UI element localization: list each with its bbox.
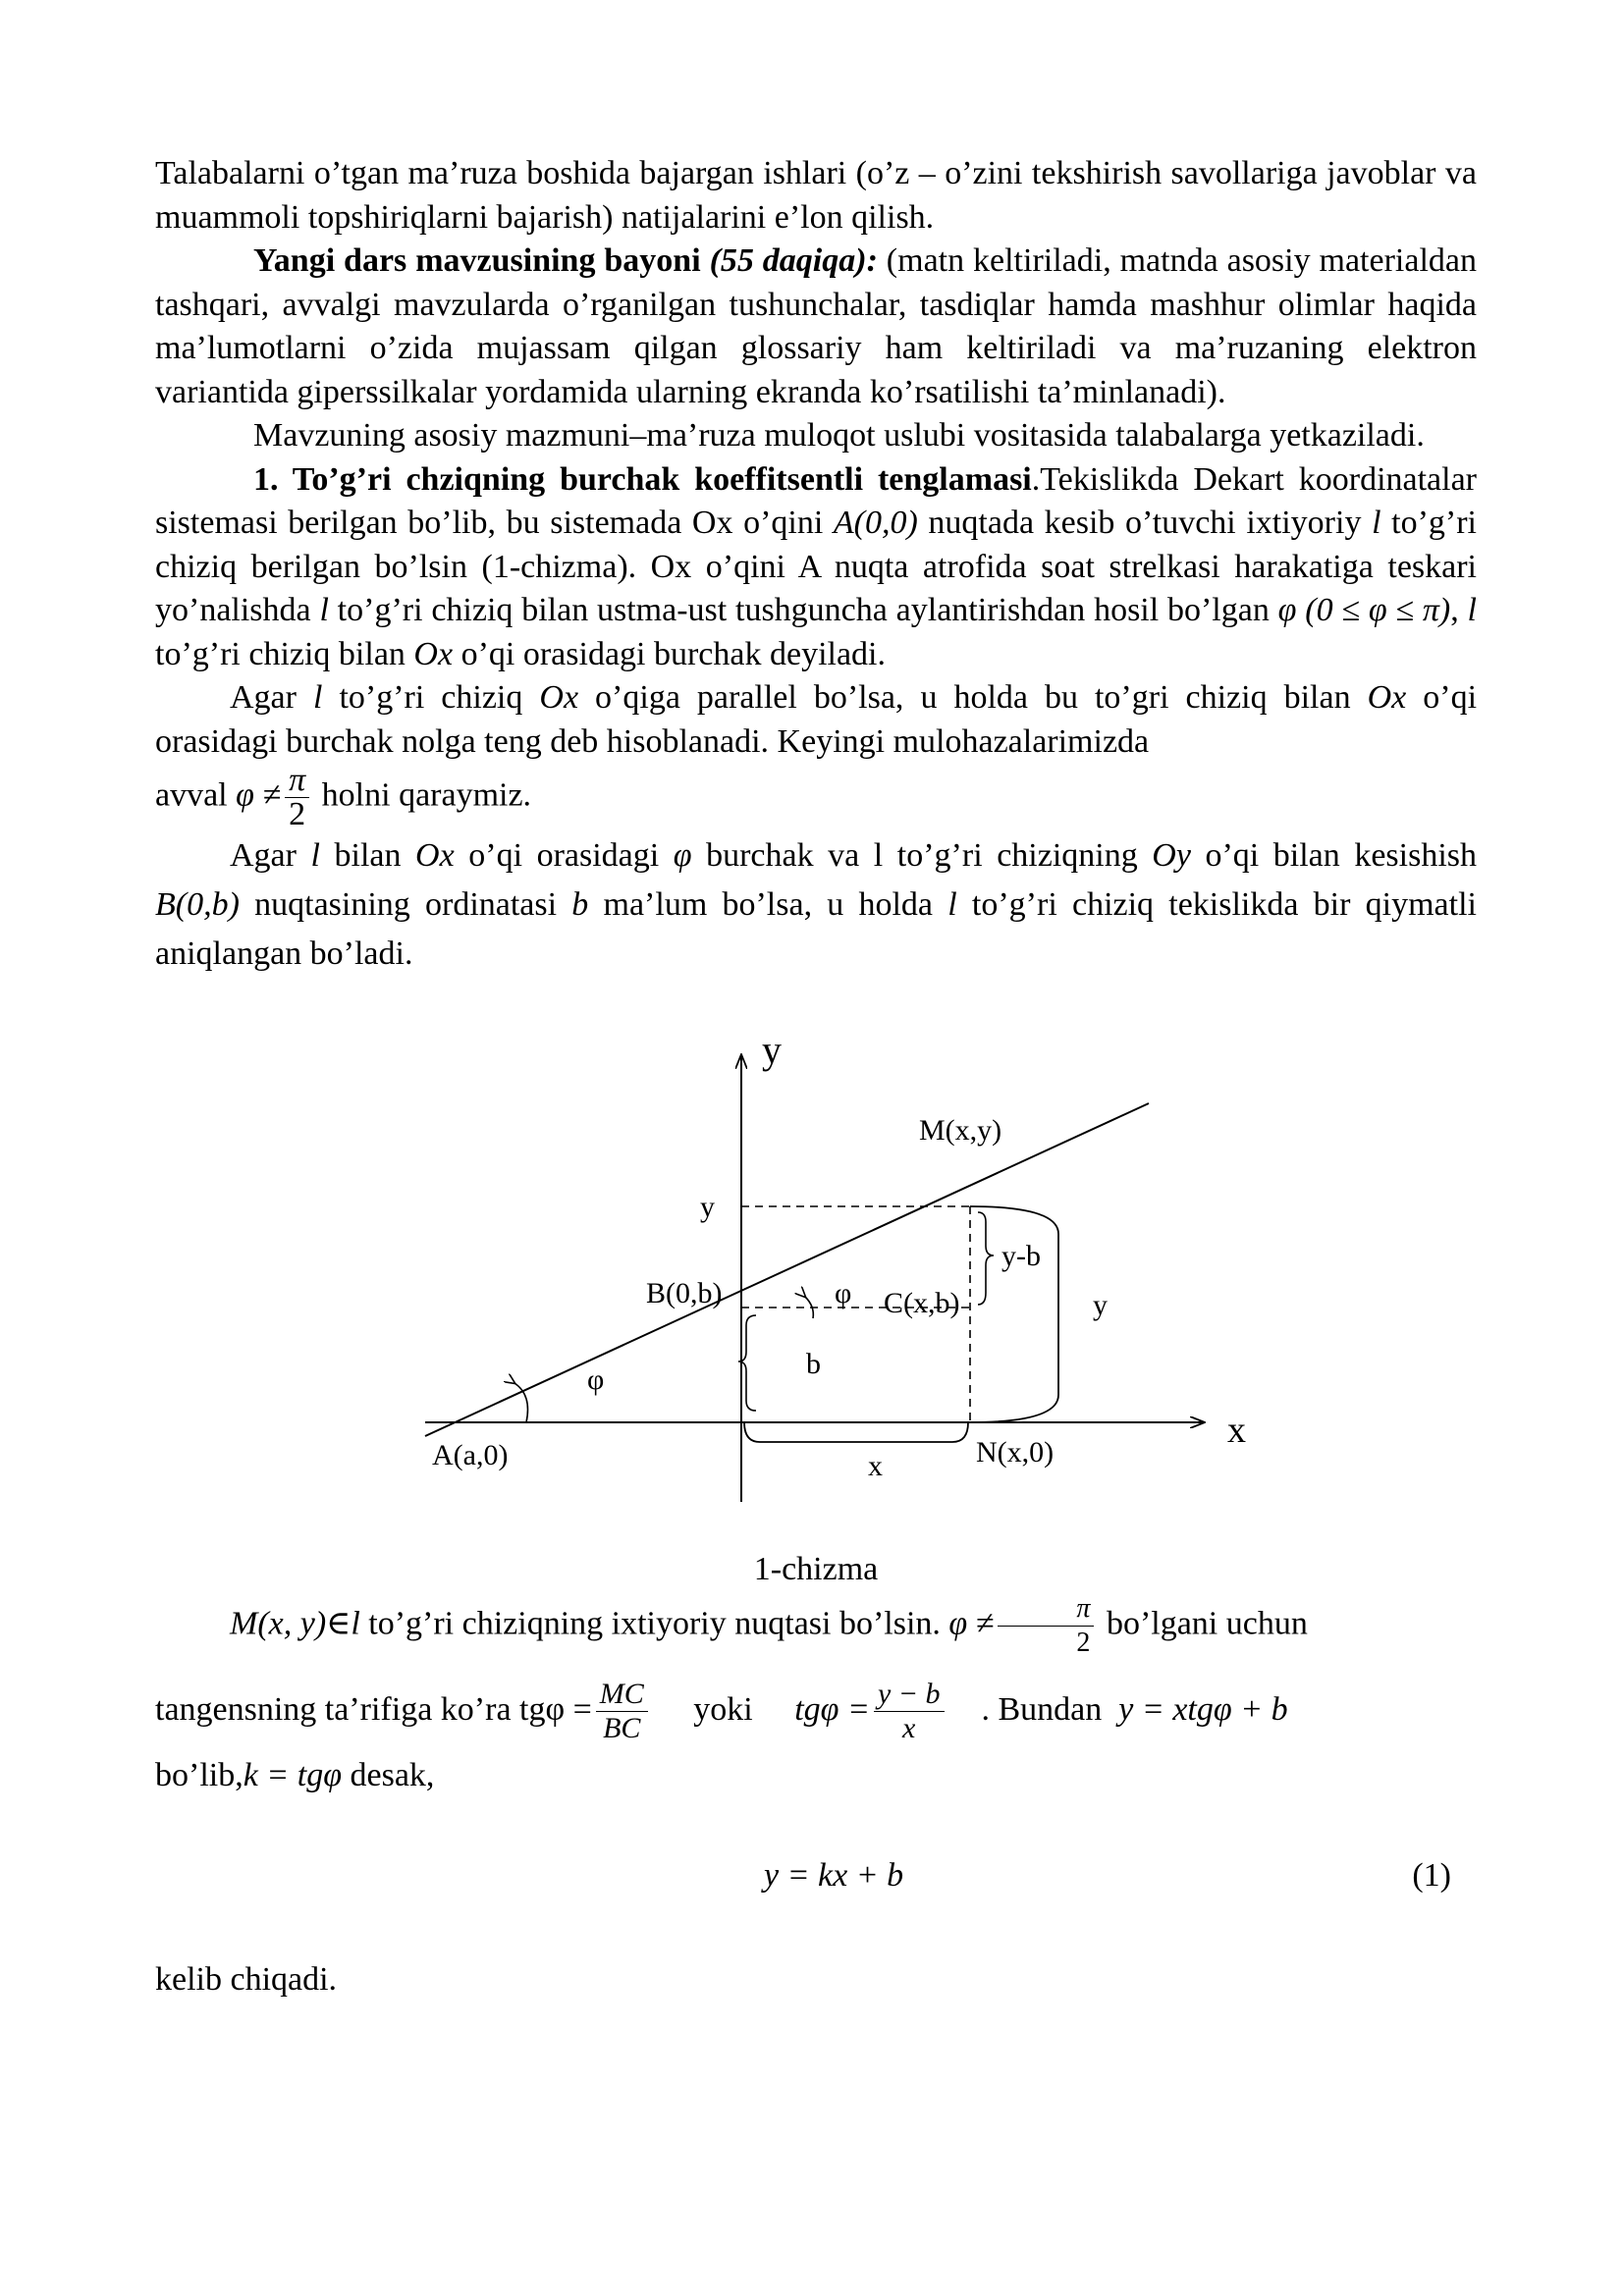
- figure-1: [155, 998, 1477, 1548]
- derived-equation: y = xtgφ + b: [1118, 1690, 1288, 1728]
- label-y-left: y: [700, 1191, 715, 1223]
- angle-arc-b: [805, 1297, 813, 1318]
- label-m: M(x,y): [919, 1114, 1002, 1147]
- label-y-right: y: [1093, 1289, 1108, 1321]
- parallel-paragraph: Agar l to’g’ri chiziq Ox o’qiga parallel bo’lsa, u holda bu to’gri chiziq bilan Ox o’qi orasidagi burchak nolga teng deb hisoblanadi. Keyingi mulohazalarimizda: [155, 679, 1478, 760]
- label-a-point: A(a,0): [432, 1439, 509, 1471]
- intercept-paragraph: Agar l bilan Ox o’qi orasidagi φ burchak va l to’g’ri chiziqning Oy o’qi bilan kesishish B(0,b) nuqtasining ordinatasi b ma’lum bo’lsa, u holda l to’g’ri chiziq tekislikda bir qiymatli aniqlangan bo’ladi.: [155, 837, 1477, 972]
- arbitrary-point-paragraph: M(x, y)∈l to’g’ri chiziqning ixtiyoriy nuqtasi bo’lsin. φ ≠ $\frac{\pi}{2}$ bo’lgani uchun: [230, 1592, 1308, 1658]
- y-minus-b-over-x-fraction: $\frac{y - b}{x}$: [874, 1678, 945, 1745]
- point-a: A(0,0): [833, 505, 918, 541]
- label-phi-bottom: φ: [587, 1363, 605, 1396]
- intro-paragraph: Talabalarni o’tgan ma’ruza boshida bajargan ishlari (o’z – o’zini tekshirish savollariga javoblar va muammoli topshiriqlarni bajarish) natijalarini e’lon qilish.: [155, 155, 1477, 236]
- x-axis-label: x: [1227, 1410, 1246, 1451]
- main-content-paragraph: Mavzuning asosiy mazmuni–ma’ruza muloqot uslubi vositasida talabalarga yetkaziladi.: [253, 417, 1425, 454]
- label-phi-top: φ: [835, 1277, 852, 1309]
- point-m-in-l: M(x, y)∈l: [230, 1604, 360, 1641]
- pi-over-2-fraction-2: $\frac{\pi}{2}$: [998, 1592, 1094, 1660]
- equation-number: (1): [1412, 1857, 1451, 1894]
- conclusion-paragraph: kelib chiqadi.: [155, 1961, 338, 1998]
- tangent-paragraph: tangensning ta’rifiga ko’ra tgφ = $\frac{MC}{BC}$ yoki tgφ = $\frac{y - b}{x}$ . Bundan y = xtgφ + b: [155, 1678, 1288, 1745]
- figure-caption: 1-chizma: [753, 1551, 879, 1587]
- label-x-bottom: x: [868, 1450, 883, 1482]
- assumption-paragraph: avval φ ≠ $\frac{\pi}{2}$ holni qaraymiz.: [155, 762, 532, 832]
- bracket-y: [970, 1206, 1058, 1422]
- pi-over-2-fraction: $\frac{\pi}{2}$: [285, 764, 309, 831]
- section-1-heading: 1. To’g’ri chziqning burchak koeffitsentli tenglamasi: [253, 460, 1032, 498]
- bracket-x: [744, 1422, 968, 1442]
- label-y-minus-b: y-b: [1001, 1240, 1041, 1272]
- equation-formula: y = kx + b: [764, 1857, 904, 1894]
- y-axis-label: y: [762, 1028, 782, 1072]
- section-1-paragraph: 1. To’g’ri chziqning burchak koeffitsentli tenglamasi.Tekislikda Dekart koordinatalar sistemasi berilgan bo’lib, bu sistemada Ox o’qini A(0,0) nuqtada kesib o’tuvchi ixtiyoriy l to’g’ri chiziq berilgan bo’lsin (1-chizma). Ox o’qini A nuqta atrofida soat strelkasi harakatiga teskari yo’nalishda l to’g’ri chiziq bilan ustma-ust tushguncha aylantirishdan hosil bo’lgan φ (0 ≤ φ ≤ π), l to’g’ri chiziq bilan Ox o’qi orasidagi burchak deyiladi.: [155, 460, 1478, 672]
- angle-range: φ (0 ≤ φ ≤ π): [1277, 592, 1451, 628]
- document-page: [155, 152, 1477, 2002]
- label-b: b: [806, 1348, 821, 1380]
- slope-definition-paragraph: bo’lib,k = tgφ desak,: [155, 1756, 435, 1793]
- lecture-topic-text: (matn keltiriladi, matnda asosiy materialdan tashqari, avvalgi mavzularda o’rganilgan tushunchalar, tasdiqlar hamda mashhur olimlar haqida ma’lumotlarni o’zida mujassam qilgan glossariy ham keltiriladi va ma’ruzaning elektron variantida giperssilkalar yordamida ularning ekranda ko’rsatilishi ta’minlanadi).: [155, 242, 1477, 410]
- mc-over-bc-fraction: $\frac{MC}{BC}$: [596, 1678, 648, 1745]
- label-b-point: B(0,b): [646, 1277, 723, 1309]
- label-n: N(x,0): [976, 1436, 1055, 1468]
- lecture-topic-paragraph: [155, 240, 1477, 414]
- brace-y-minus-b: [978, 1212, 994, 1305]
- lecture-topic-heading: Yangi dars mavzusining bayoni: [253, 242, 701, 279]
- equation-1: [155, 1837, 1477, 1915]
- line-diagram: [155, 998, 1477, 1548]
- lecture-duration: (55 daqiqa):: [709, 242, 878, 279]
- point-b: B(0,b): [155, 886, 240, 923]
- label-c: C(x,b): [884, 1287, 960, 1319]
